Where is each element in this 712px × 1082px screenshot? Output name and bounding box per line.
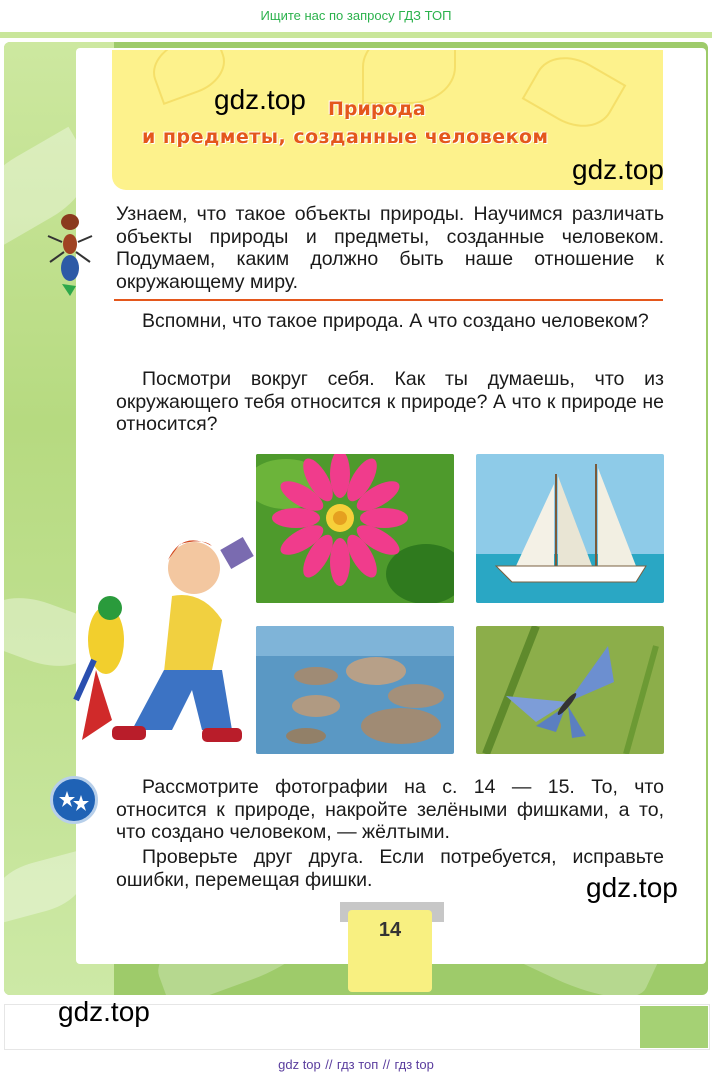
photo-flower [256,454,454,603]
watermark: gdz.top [572,154,664,185]
watermark: gdz.top [58,996,150,1027]
footer-link-3[interactable]: гдз top [394,1057,434,1072]
paragraph-look-around: Посмотри вокруг себя. Как ты думаешь, что из окружающего тебя относится к природе? А что к природе не относится? [116,368,664,435]
footer-link-2[interactable]: гдз топ [336,1057,379,1072]
page-number [348,910,432,992]
photo-stones [256,626,454,754]
footer-separator: // [325,1057,333,1072]
watermark: gdz.top [214,84,306,115]
photo-butterfly [476,626,664,754]
page-number-label: 14 [378,919,402,941]
footer-separator: // [382,1057,391,1072]
top-banner-link[interactable]: Ищите нас по запросу ГДЗ ТОП [260,8,452,23]
ant-icon [42,206,98,296]
next-page-green-strip [640,1006,708,1048]
title-line-1: Природа [328,98,426,120]
watermark: gdz.top [586,872,678,903]
divider [114,299,663,301]
top-banner [0,0,712,32]
title-line-2: и предметы, созданные человеком [142,126,549,148]
stars-icon [50,776,98,824]
top-strip [0,32,712,38]
footer [0,1054,712,1082]
task-check: Проверьте друг друга. Если потребуется, исправьте ошибки, перемещая фишки. [116,846,664,891]
lesson-intro: Узнаем, что такое объекты природы. Научимся различать объекты природы и предметы, созданные человеком. Подумаем, каким должно быть наше отношение к окружающему миру. [116,203,664,293]
task-photos: Рассмотрите фотографии на с. 14 — 15. То, что относится к природе, накройте зелёными фишками, а то, что создано человеком, — жёлтыми. [116,776,664,843]
boy-with-camera-illustration [72,520,267,755]
paragraph-recall: Вспомни, что такое природа. А что создано человеком? [142,310,649,332]
photo-sailboat [476,454,664,603]
footer-link-1[interactable]: gdz top [278,1057,321,1072]
